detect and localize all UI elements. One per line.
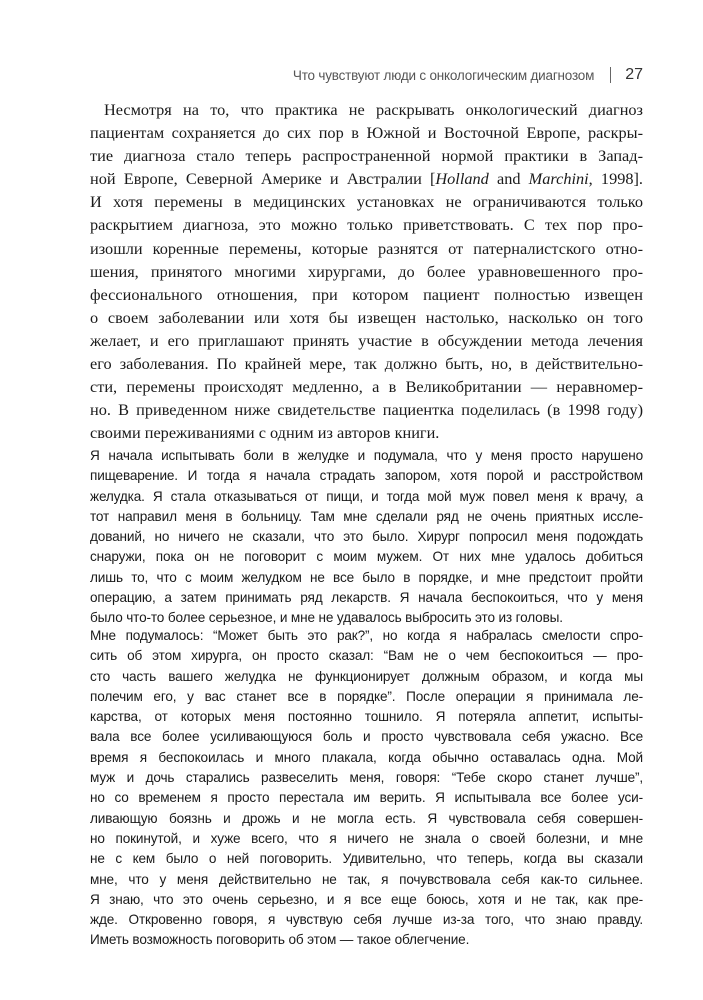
quote-line: сто часть вашего желудка не функционирует должным образом, и когда мы	[90, 668, 643, 684]
quote-line: снаружи, пока он не поговорит с моим мужем. От них мне удалось добиться	[90, 549, 643, 565]
quote-line: полечим его, у вас станет все в порядке”. После операции я принимала ле-	[90, 688, 643, 704]
quote-line: лишь то, что с моим желудком не все было в порядке, и мне предстоит пройти	[90, 569, 643, 585]
header-divider	[610, 67, 611, 83]
citation-year: , 1998].	[588, 169, 643, 189]
quote-line: сить об этом хирурга, он просто сказал: “Вам не о чем беспокоиться — про-	[90, 648, 643, 664]
page-number: 27	[625, 66, 643, 83]
quote-line: но со временем я просто перестала им верить. Я испытывала все более уси-	[90, 790, 643, 806]
paragraph-line-with-citation	[90, 167, 643, 190]
quote-line: вала все более усиливающуюся боль и просто чувствовала себя ужасно. Все	[90, 729, 643, 745]
paragraph-line: раскрытием диагноза, это можно только приветствовать. С тех пор про-	[90, 215, 643, 235]
paragraph-line: Несмотря на то, что практика не раскрывать онкологический диагноз	[104, 100, 643, 119]
quote-line: Я знаю, что это очень серьезно, и я все еще боюсь, хотя и не так, как пре-	[90, 891, 643, 907]
paragraph-line: И хотя перемены в медицинских установках не ограничиваются только	[90, 192, 643, 212]
quote-line: Я начала испытывать боли в желудке и подумала, что у меня просто нарушено	[90, 448, 643, 463]
quote-line: мне, что у меня действительно не так, я почувствовала себя как-то сильнее.	[90, 871, 643, 887]
quote-line: было что-то более серьезное, и мне не удавалось выбросить это из головы.	[90, 610, 563, 626]
citation-author-2: Marchini	[528, 169, 589, 189]
paragraph-line: фессионального отношения, при котором пациент полностью извещен	[90, 284, 643, 304]
patient-quote-1	[90, 446, 643, 629]
quote-line: операцию, а затем принимать ряд лекарств. Я начала беспокоиться, что у меня	[90, 590, 643, 606]
paragraph-line: но. В приведенном ниже свидетельстве пациентка поделилась (в 1998 году)	[90, 400, 643, 420]
paragraph-line: пациентам сохраняется до сих пор в Южной и Восточной Европе, раскры-	[90, 123, 643, 143]
quote-line: но покинутой, и хуже всего, что я ничего не знала о своей болезни, и мне	[90, 830, 643, 846]
quote-line: время я беспокоилась и много плакала, когда обычно оставалась одна. Мой	[90, 749, 643, 765]
quote-line: не с кем было о ней поговорить. Удивительно, что теперь, когда вы сказали	[90, 851, 643, 867]
paragraph-line: изошли коренные перемены, которые разнятся от патерналистского отно-	[90, 238, 643, 258]
quote-line: ливающую боязнь и дрожь и не могла есть. Я чувствовала себя совершен-	[90, 810, 643, 826]
paragraph-line: сти, перемены происходят медленно, а в Великобритании — неравномер-	[90, 377, 643, 397]
citation-author-1: Holland	[435, 169, 489, 189]
quote-line: муж и дочь старались развеселить меня, говоря: “Тебе скоро станет лучше”,	[90, 770, 643, 786]
main-paragraph	[90, 98, 643, 444]
quote-line: Иметь возможность поговорить об этом — такое облегчение.	[90, 932, 470, 948]
quote-line: тот направил меня в больницу. Там мне сделали ряд не очень приятных иссле-	[90, 508, 643, 524]
paragraph-line: желает, и его приглашают принять участие в обсуждении метода лечения	[90, 330, 643, 350]
quote-line: дований, но ничего не сказали, что это было. Хирург попросил меня подождать	[90, 529, 643, 545]
paragraph-line: своими переживаниями с одним из авторов книги.	[90, 423, 440, 443]
patient-quote-2	[90, 626, 643, 951]
quote-line: пищеварение. И тогда я начала страдать запором, хотя порой и расстройством	[90, 468, 643, 484]
quote-line: желудка. Я стала отказываться от пищи, и тогда мой муж повел меня к врачу, а	[90, 488, 643, 504]
running-title: Что чувствуют люди с онкологическим диагнозом	[292, 67, 595, 83]
paragraph-line: шения, принятого многими хирургами, до более уравновешенного про-	[90, 261, 643, 281]
quote-line: Мне подумалось: “Может быть это рак?”, но когда я набралась смелости спро-	[90, 628, 643, 643]
running-header	[90, 62, 643, 88]
paragraph-line-text: ной Европе, Северной Америке и Австралии [	[90, 169, 436, 189]
quote-line: карства, от которых меня постоянно тошнило. Я потеряла аппетит, испыты-	[90, 709, 643, 725]
citation-and: and	[488, 169, 529, 189]
quote-line: жде. Откровенно говоря, я чувствую себя лучше из-за того, что знаю правду.	[90, 912, 643, 928]
paragraph-line: его заболевания. По крайней мере, так должно быть, но, в действительно-	[90, 354, 643, 374]
paragraph-line: тие диагноза стало теперь распространенной нормой практики в Запад-	[90, 146, 643, 166]
paragraph-line: о своем заболевании или хотя бы извещен настолько, насколько он того	[90, 307, 643, 327]
